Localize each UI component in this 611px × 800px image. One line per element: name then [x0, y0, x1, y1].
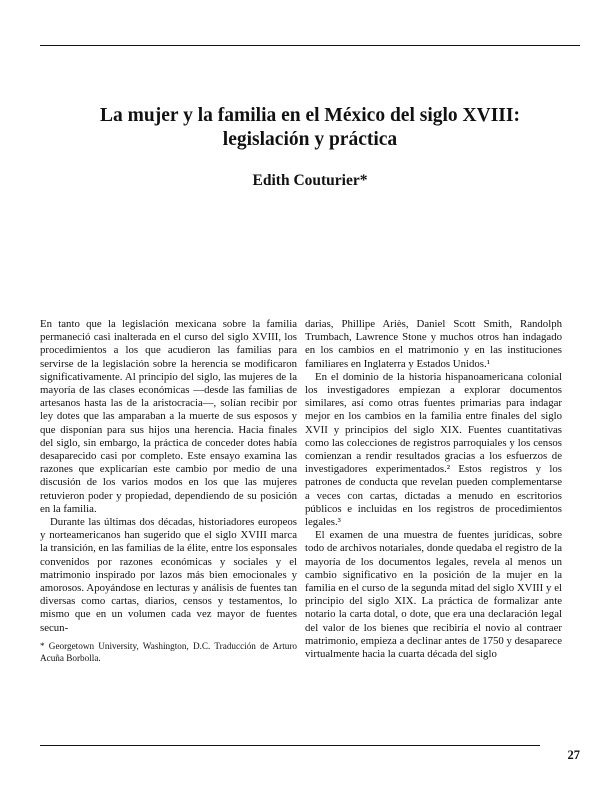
title-line-1: La mujer y la familia en el México del siglo XVIII:	[100, 105, 520, 126]
paragraph: En el dominio de la historia hispanoamericana colonial los investigadores empiezan a explorar documentos similares, así como otras fuentes primarias para indagar mejor en los cambios en la familia entre finales del siglo XVII y principios del siglo XIX. Fuentes cuantitativas como las colecciones de registros parroquiales y los censos comienzan a rendir resultados gracias a los esfuerzos de investigadores experimentados.² Estos registros y los patrones de conducta que revelan pueden complementarse a veces con cartas, dictadas a menudo en escritorios públicos e incluidas en los registros de procedimientos legales.³	[305, 370, 562, 529]
top-rule	[40, 45, 580, 46]
paragraph: Durante las últimas dos décadas, historiadores europeos y norteamericanos han sugerido que el siglo XVIII marca la transición, en las familias de la élite, entre los esponsales convenidos por razones económicas y sociales y el matrimonio inspirado por lazos más bien emocionales y amorosos. Apoyándose en lecturas y análisis de fuentes tan diversas como cartas, diarios, censos y testamentos, lo mismo que en un volumen cada vez mayor de fuentes secun-	[40, 516, 297, 634]
text-column-right	[305, 318, 562, 661]
footnote: * Georgetown University, Washington, D.C. Traducción de Arturo Acuña Borbolla.	[40, 641, 297, 663]
author-name: Edith Couturier*	[252, 172, 368, 189]
paragraph: En tanto que la legislación mexicana sobre la familia permaneció casi inalterada en el curso del siglo XVIII, los procedimientos a los que acudieron las familias para servirse de la legislación sobre la herencia se modificaron significativamente. Al principio del siglo, las mujeres de la mayoría de las clases económicas —desde las familias de artesanos hasta las de la aristocracia—, solían recibir por ley dotes que las amparaban a la muerte de sus esposos y que disponían para sus hijos una herencia. Hacia finales del siglo, sin embargo, la práctica de conceder dotes había desaparecido casi por completo. Este ensayo examina las razones que explicarían este cambio por medio de una discusión de los varios modos en los que las mujeres retuvieron poder y propiedad, dependiendo de su posición en la familia.	[40, 318, 297, 515]
title-line-2: legislación y práctica	[222, 129, 398, 150]
text-column-left	[40, 318, 297, 635]
page-number: 27	[567, 748, 580, 762]
bottom-rule	[40, 745, 540, 746]
paragraph: darias, Phillipe Ariès, Daniel Scott Smith, Randolph Trumbach, Lawrence Stone y muchos otros han indagado en los cambios en el matrimonio y en las instituciones familiares en Inglaterra y Estados Unidos.¹	[305, 318, 562, 370]
article-title	[40, 104, 580, 152]
paragraph: El examen de una muestra de fuentes jurídicas, sobre todo de archivos notariales, donde quedaba el registro de la mayoría de los documentos legales, revela al menos un cambio significativo en la posición de la mujer en la familia en el curso de la segunda mitad del siglo XVIII y el principio del siglo XIX. La práctica de formalizar ante notario la carta dotal, o dote, que era una declaración legal del valor de los bienes que recibiría el novio al contraer matrimonio, empieza a declinar antes de 1750 y desaparece virtualmente hacia la cuarta década del siglo	[305, 529, 562, 661]
